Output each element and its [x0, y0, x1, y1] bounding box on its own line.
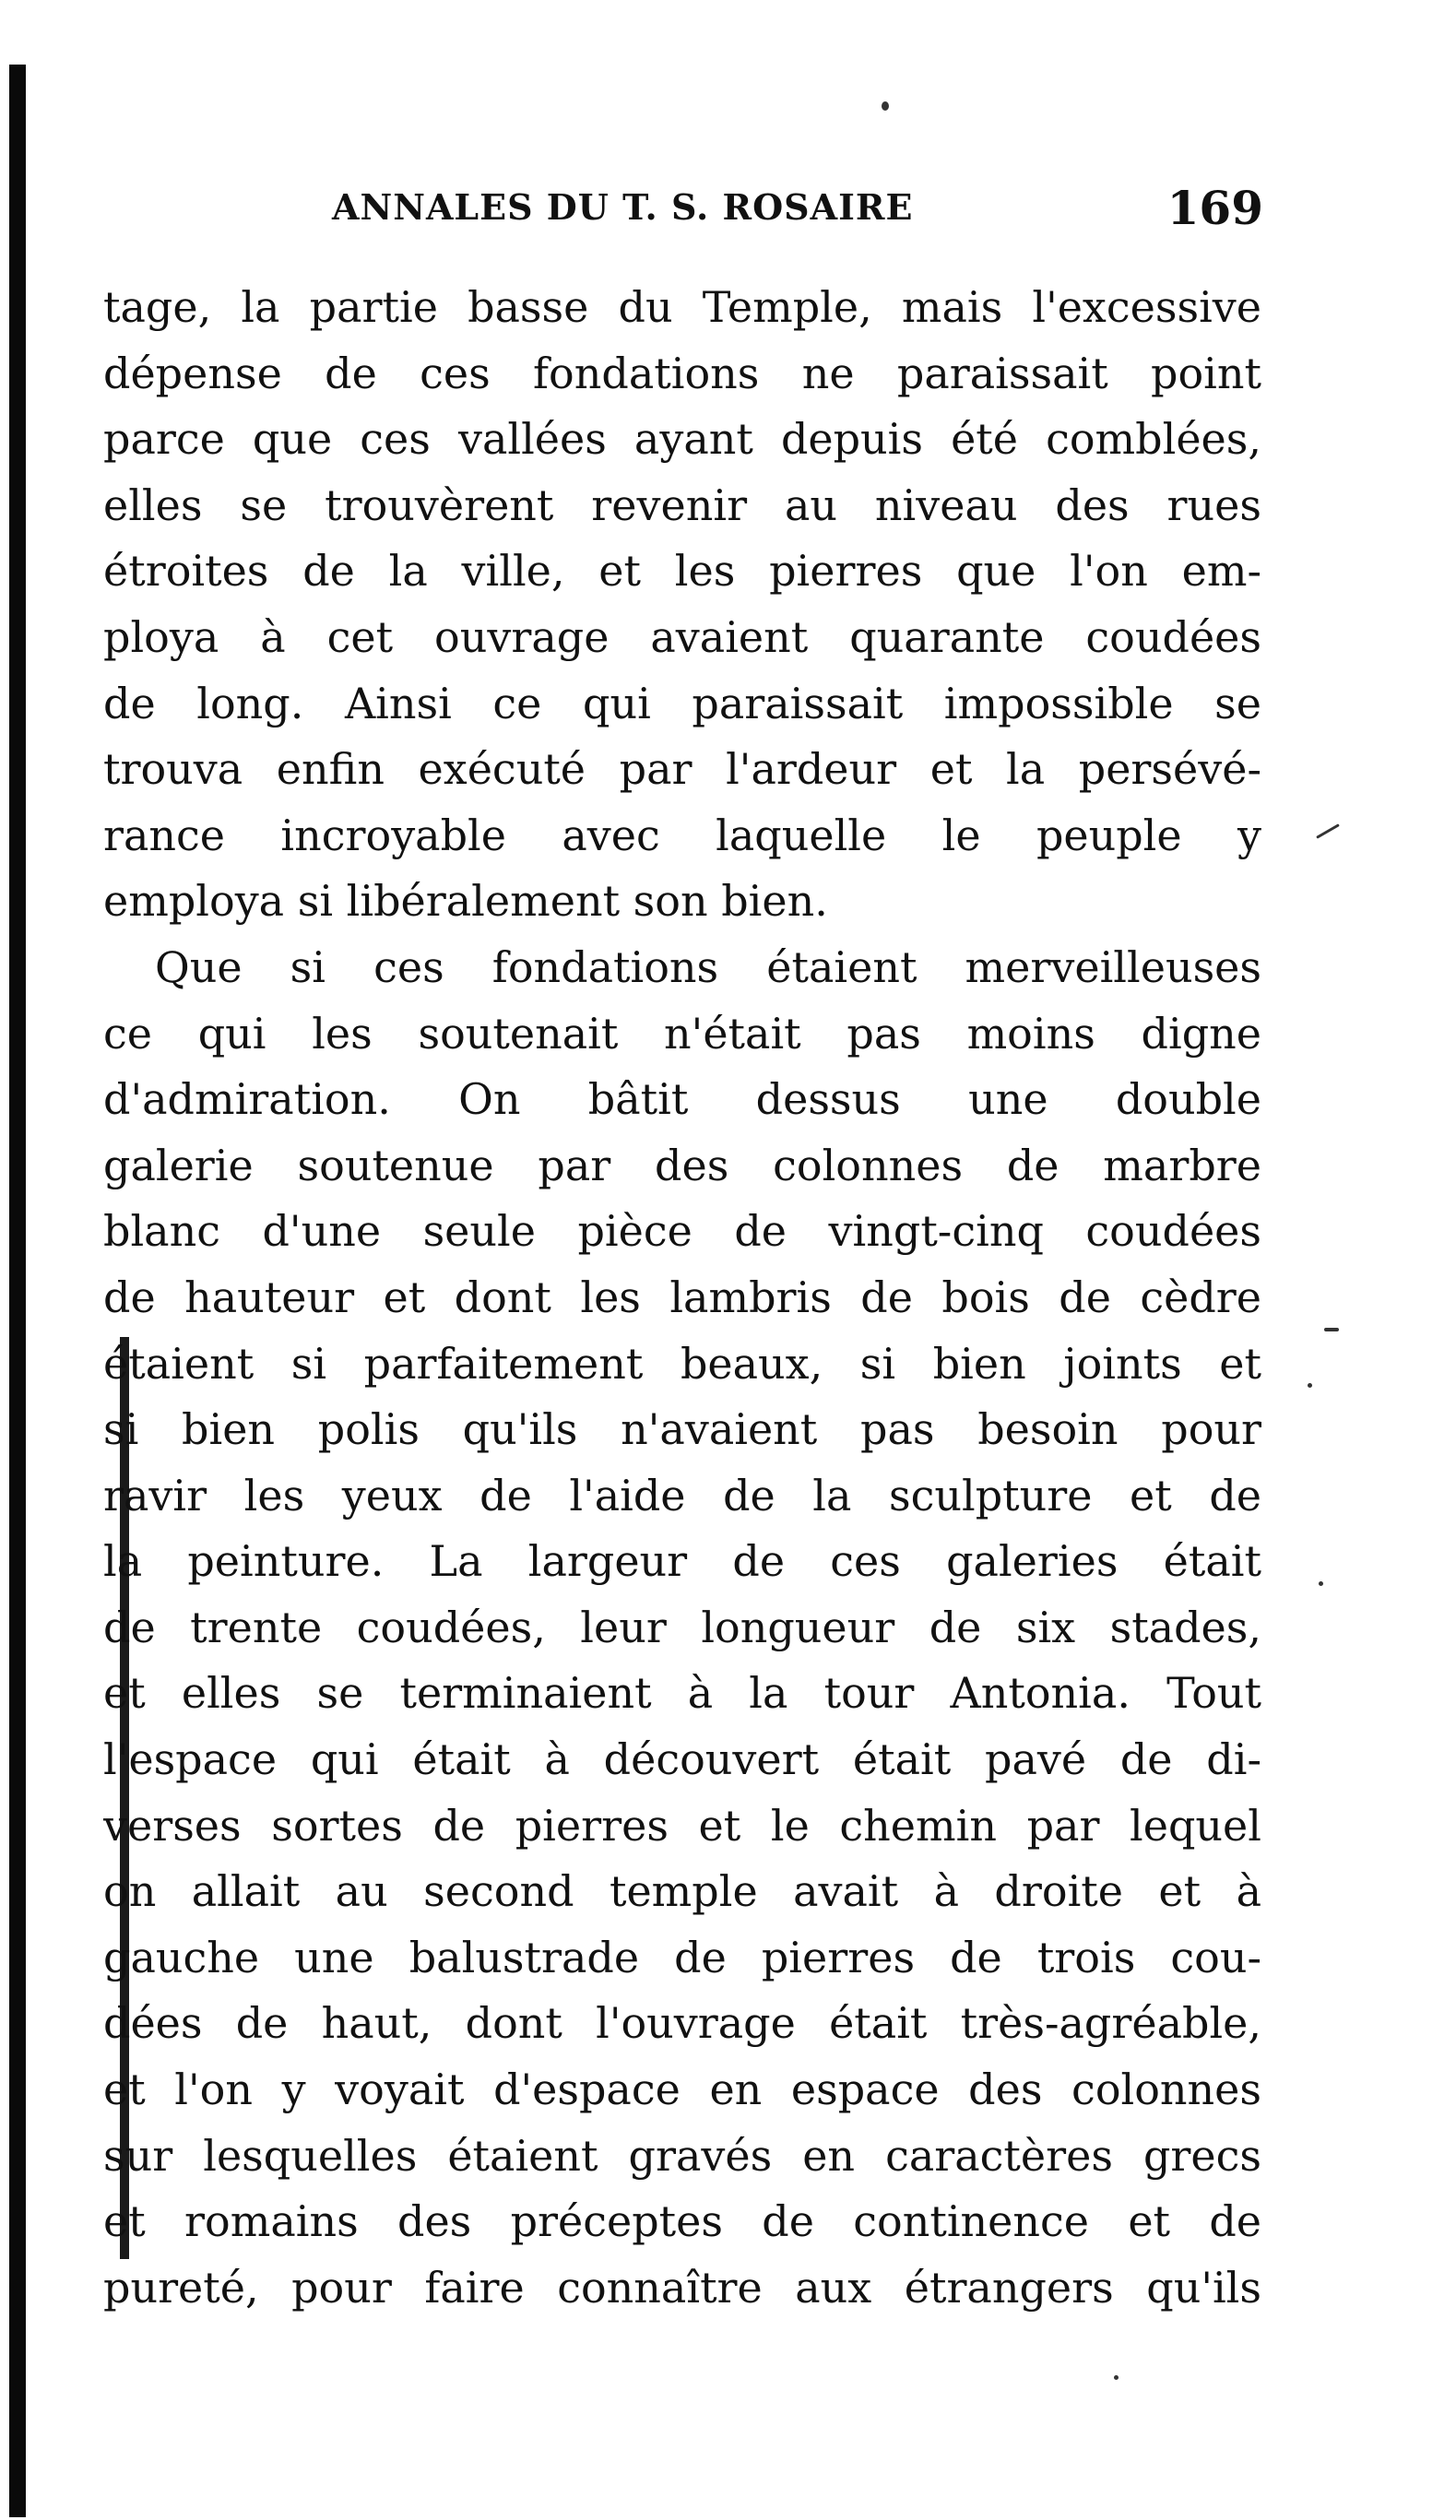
text-line: sur lesquelles étaient gravés en caractères grecs	[103, 2130, 1261, 2181]
text-line: ce qui les soutenait n'était pas moins digne	[103, 1008, 1261, 1059]
text-line: de long. Ainsi ce qui paraissait impossible se	[103, 678, 1261, 728]
text-line: ravir les yeux de l'aide de la sculpture et de	[103, 1470, 1261, 1520]
text-line: gauche une balustrade de pierres de trois cou-	[103, 1932, 1261, 1982]
page-header	[332, 181, 1263, 236]
text-line: galerie soutenue par des colonnes de marbre	[103, 1140, 1261, 1190]
text-line: dépense de ces fondations ne paraissait point	[103, 348, 1261, 398]
text-line: pureté, pour faire connaître aux étrangers qu'ils	[103, 2262, 1261, 2313]
text-line: l'espace qui était à découvert était pavé de di-	[103, 1734, 1261, 1785]
text-line: parce que ces vallées ayant depuis été comblées,	[103, 414, 1261, 465]
text-line: et l'on y voyait d'espace en espace des colonnes	[103, 2065, 1261, 2115]
body-text	[103, 275, 1261, 2321]
text-line: d'admiration. On bâtit dessus une double	[103, 1074, 1261, 1125]
ink-speck	[882, 101, 889, 111]
page-number: 169	[1166, 181, 1263, 235]
text-line: ploya à cet ouvrage avaient quarante coudées	[103, 611, 1261, 662]
page-binding-edge	[9, 65, 26, 2517]
text-line: de hauteur et dont les lambris de bois de cèdre	[103, 1272, 1261, 1322]
text-line: trouva enfin exécuté par l'ardeur et la persévé-	[103, 744, 1261, 795]
text-line: tage, la partie basse du Temple, mais l'excessive	[103, 282, 1261, 332]
text-line: la peinture. La largeur de ces galeries était	[103, 1536, 1261, 1587]
ink-speck	[1324, 1328, 1339, 1331]
paragraph-2	[103, 935, 1261, 2321]
ink-speck	[1308, 1383, 1312, 1388]
text-line: de trente coudées, leur longueur de six stades,	[103, 1602, 1261, 1652]
text-line: étroites de la ville, et les pierres que l'on em-	[103, 546, 1261, 597]
paragraph-1	[103, 275, 1261, 935]
text-line: elles se trouvèrent revenir au niveau des rues	[103, 479, 1261, 530]
text-line: et elles se terminaient à la tour Antonia. Tout	[103, 1668, 1261, 1719]
text-line: dées de haut, dont l'ouvrage était très-agréable,	[103, 1998, 1261, 2049]
text-line: étaient si parfaitement beaux, si bien joints et	[103, 1338, 1261, 1389]
text-line: on allait au second temple avait à droite et à	[103, 1866, 1261, 1917]
text-line: blanc d'une seule pièce de vingt-cinq coudées	[103, 1206, 1261, 1257]
running-title: ANNALES DU T. S. ROSAIRE	[332, 186, 914, 228]
ink-speck	[1319, 1581, 1323, 1586]
text-line: si bien polis qu'ils n'avaient pas besoin pour	[103, 1404, 1261, 1455]
text-line: Que si ces fondations étaient merveilleuses	[155, 941, 1261, 992]
text-line: employa si libéralement son bien.	[103, 876, 828, 927]
text-line: et romains des préceptes de continence et de	[103, 2196, 1261, 2247]
text-line: verses sortes de pierres et le chemin par lequel	[103, 1800, 1261, 1851]
ink-speck	[1316, 823, 1340, 839]
ink-speck	[1114, 2375, 1119, 2380]
text-line: rance incroyable avec laquelle le peuple y	[103, 810, 1261, 860]
